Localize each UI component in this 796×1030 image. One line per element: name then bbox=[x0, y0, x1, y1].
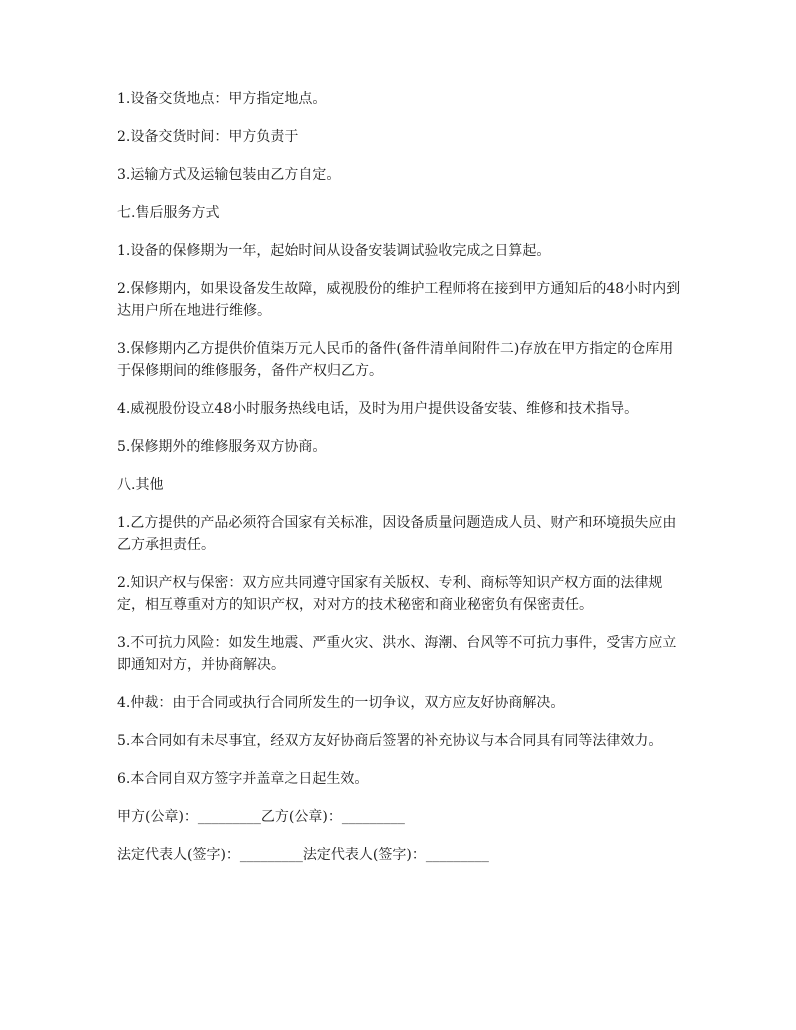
transport-method: 3.运输方式及运输包装由乙方自定。 bbox=[117, 167, 341, 183]
spare-parts: 3.保修期内乙方提供价值柒万元人民币的备件(备件清单间附件二)存放在甲方指定的仓库用于保修期间的维修服务，备件产权归乙方。 bbox=[117, 341, 674, 379]
delivery-location: 1.设备交货地点：甲方指定地点。 bbox=[117, 91, 327, 107]
warranty-period: 1.设备的保修期为一年，起始时间从设备安装调试验收完成之日算起。 bbox=[117, 243, 551, 259]
ip-confidentiality: 2.知识产权与保密：双方应共同遵守国家有关版权、专利、商标等知识产权方面的法律规定，相互尊重对方的知识产权，对对方的技术秘密和商业秘密负有保密责任。 bbox=[117, 575, 663, 613]
party-seal-line: 甲方(公章)：_________乙方(公章)：_________ bbox=[117, 809, 405, 825]
force-majeure: 3.不可抗力风险：如发生地震、严重火灾、洪水、海潮、台风等不可抗力事件，受害方应立即通知对方，并协商解决。 bbox=[117, 635, 677, 673]
section-heading-after-sales: 七.售后服务方式 bbox=[117, 205, 220, 221]
supplementary-agreement: 5.本合同如有未尽事宜，经双方友好协商后签署的补充协议与本合同具有同等法律效力。 bbox=[117, 733, 663, 749]
delivery-time: 2.设备交货时间：甲方负责于 bbox=[117, 129, 299, 145]
section-heading-other: 八.其他 bbox=[117, 477, 164, 493]
product-standards: 1.乙方提供的产品必须符合国家有关标准，因设备质量问题造成人员、财产和环境损失应由乙方承担责任。 bbox=[117, 515, 677, 553]
service-hotline: 4.威视股份设立48小时服务热线电话，及时为用户提供设备安装、维修和技术指导。 bbox=[117, 401, 639, 417]
post-warranty-service: 5.保修期外的维修服务双方协商。 bbox=[117, 439, 327, 455]
legal-rep-signature-line: 法定代表人(签字)：_________法定代表人(签字)：_________ bbox=[117, 847, 489, 863]
arbitration: 4.仲裁：由于合同或执行合同所发生的一切争议，双方应友好协商解决。 bbox=[117, 695, 565, 711]
effective-date: 6.本合同自双方签字并盖章之日起生效。 bbox=[117, 771, 369, 787]
warranty-repair: 2.保修期内，如果设备发生故障，威视股份的维护工程师将在接到甲方通知后的48小时内到达用户所在地进行维修。 bbox=[117, 281, 681, 319]
document-page bbox=[117, 88, 687, 882]
